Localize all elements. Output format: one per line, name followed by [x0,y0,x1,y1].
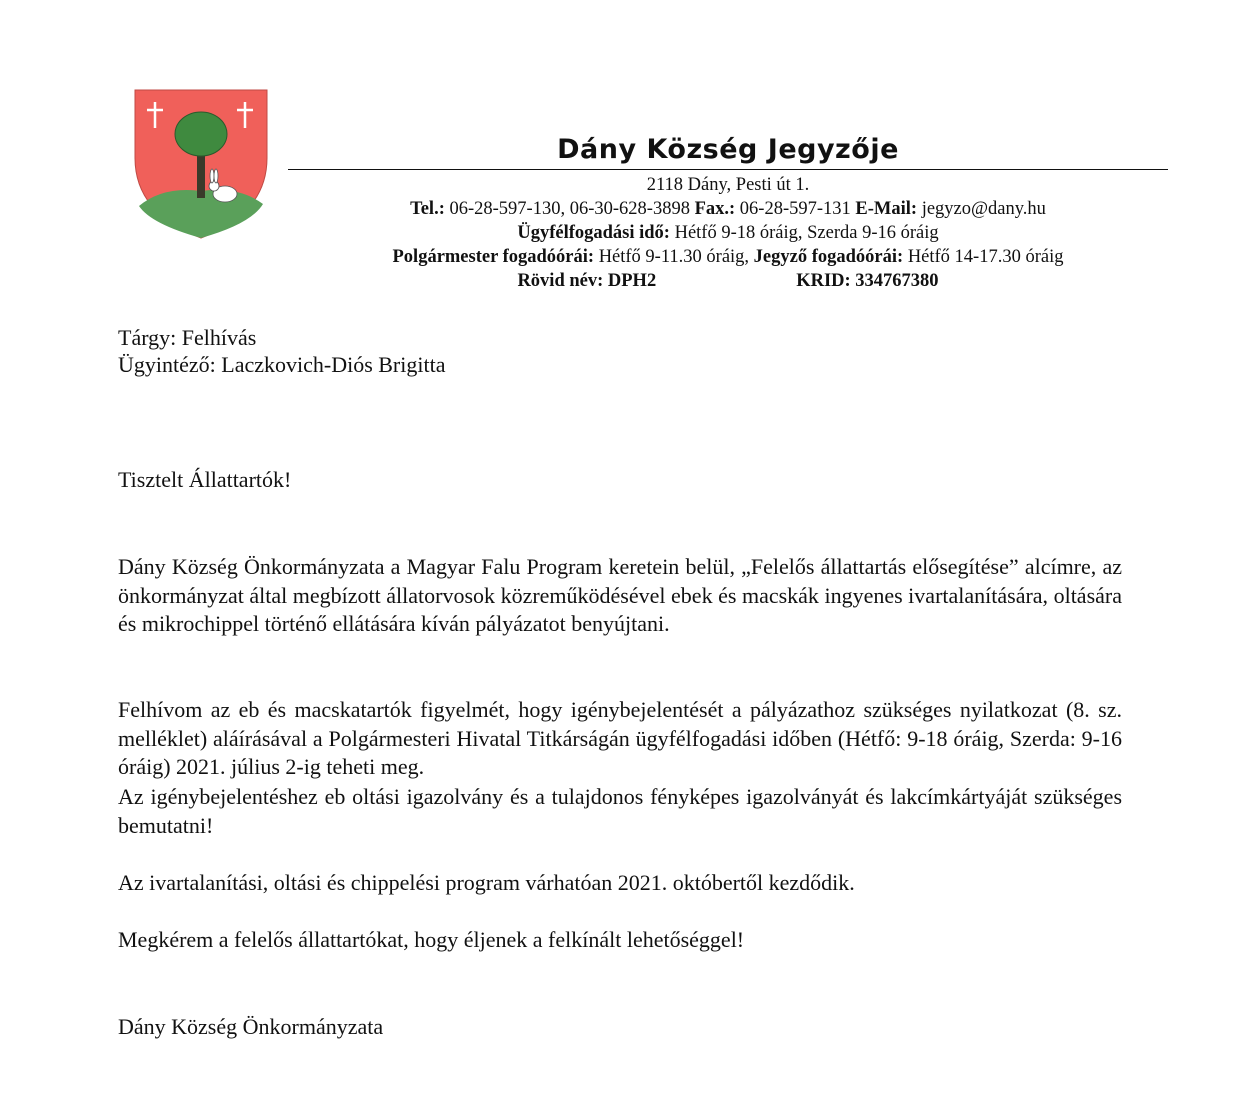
mayor-hours-value: Hétfő 9-11.30 óráig, [598,247,750,267]
identifier-line [288,270,1168,293]
fax-label: Fax.: [694,199,736,219]
tel-label: Tel.: [410,199,445,219]
handler-line: Ügyintéző: Laczkovich-Diós Brigitta [118,352,446,377]
paragraph-2: Felhívom az eb és macskatartók figyelmét, hogy igénybejelentését a pályázathoz szükséges nyilatkozat (8. sz. melléklet) aláírásával a Polgármesteri Hivatal Titkárságán ügyfélfogadási időben (Hétfő: 9-18 óráig, Szerda: 9-16 óráig) 2021. július 2-ig teheti meg. [118,697,1122,779]
subject-line: Tárgy: Felhívás [118,325,257,350]
contact-line [288,198,1168,221]
paragraph-1: Dány Község Önkormányzata a Magyar Falu Program keretein belül, „Felelős állattartás elősegítése” alcímre, az önkormányzat által megbízott állatorvosok közreműködésével ebek és macskák ingyenes ivartalanítására, oltására és mikrochippel történő ellátására kíván pályázatot benyújtani. [118,554,1122,636]
signature: Dány Község Önkormányzata [118,1014,384,1039]
notary-hours-label: Jegyző fogadóórái: [753,247,904,267]
krid: KRID: 334767380 [796,271,939,291]
office-hours-value: Hétfő 9-18 óráig, Szerda 9-16 óráig [674,223,939,243]
notary-hours-value: Hétfő 14-17.30 óráig [907,247,1064,267]
paragraph-5: Megkérem a felelős állattartókat, hogy éljenek a felkínált lehetőséggel! [118,927,745,952]
office-hours-line [288,222,1168,245]
letterhead-title: Dány Község Jegyzője [557,134,899,165]
tree-crown [175,112,227,156]
paragraph-3: Az igénybejelentéshez eb oltási igazolvány és a tulajdonos fényképes igazolványát és lakcímkártyáját szükséges bemutatni! [118,784,1122,838]
address-line: 2118 Dány, Pesti út 1. [646,175,810,195]
mayor-hours-label: Polgármester fogadóórái: [392,247,595,267]
email-label: E-Mail: [855,199,918,219]
paragraph-4: Az ivartalanítási, oltási és chippelési program várhatóan 2021. októbertől kezdődik. [118,870,855,895]
tree-trunk [197,150,205,198]
short-name: Rövid név: DPH2 [517,271,657,291]
tel-value: 06-28-597-130, 06-30-628-3898 [449,199,690,219]
coat-of-arms-icon [133,88,269,240]
greeting: Tisztelt Állattartók! [118,467,292,492]
email-value: jegyzo@dany.hu [921,199,1046,219]
reception-hours-line [288,246,1168,269]
office-hours-label: Ügyfélfogadási idő: [517,223,670,243]
fax-value: 06-28-597-131 [739,199,851,219]
header-divider [288,169,1168,170]
